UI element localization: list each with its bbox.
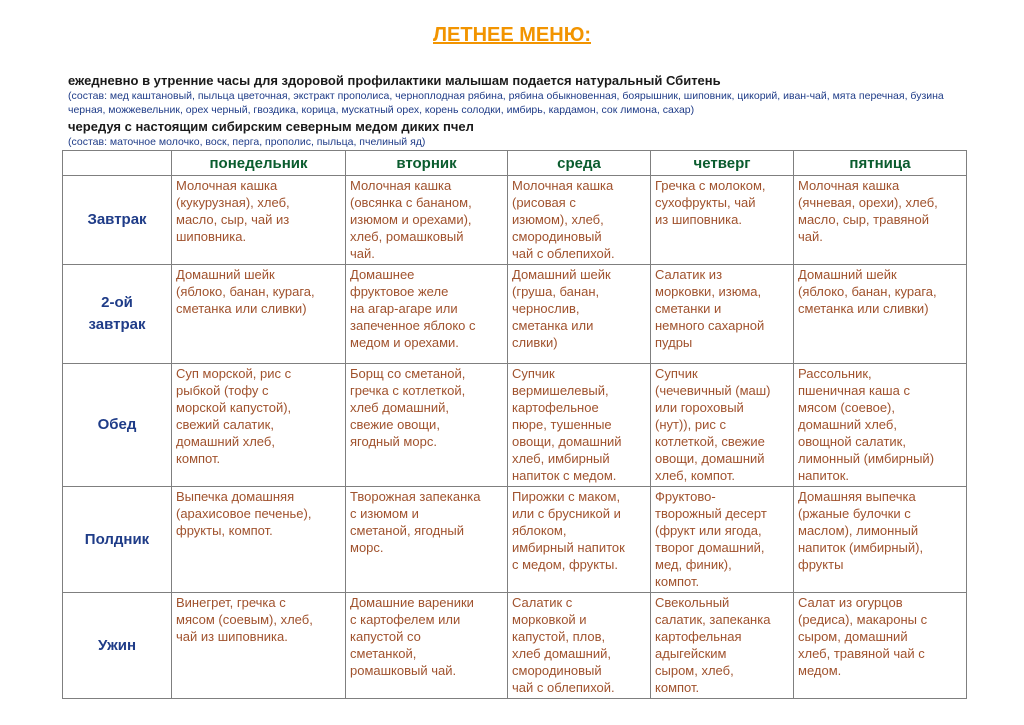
table-row (63, 176, 967, 265)
menu-cell: Молочная кашка (кукурузная), хлеб, масло, сыр, чай из шиповника. (172, 176, 346, 265)
meal-label-dinner: Ужин (63, 593, 172, 699)
header-row (63, 151, 967, 176)
menu-cell: Домашнее фруктовое желе на агар-агаре или запеченное яблоко с медом и орехами. (346, 265, 508, 364)
day-header-friday: пятница (794, 151, 967, 176)
menu-cell: Пирожки с маком, или с брусникой и яблоком, имбирный напиток с медом, фрукты. (508, 487, 651, 593)
menu-cell: Салат из огурцов (редиса), макароны с сыром, домашний хлеб, травяной чай с медом. (794, 593, 967, 699)
sbiten-composition: (состав: мед каштановый, пыльца цветочная, экстракт прополиса, черноплодная рябина, рябина обыкновенная, боярышник, шиповник, цикорий, иван-чай, мята перечная, бузина черная, можжевельник, орех черный, гвоздика, корица, мускатный орех, корень солодки, имбирь, кардамон, сок лимона, сахар) (68, 90, 944, 116)
corner-cell (63, 151, 172, 176)
menu-cell: Творожная запеканка с изюмом и сметаной, ягодный морс. (346, 487, 508, 593)
meal-label-breakfast: Завтрак (63, 176, 172, 265)
meal-label-lunch: Обед (63, 364, 172, 487)
day-header-wednesday: среда (508, 151, 651, 176)
menu-cell: Салатик из морковки, изюма, сметанки и немного сахарной пудры (651, 265, 794, 364)
menu-cell: Свекольный салатик, запеканка картофельная адыгейским сыром, хлеб, компот. (651, 593, 794, 699)
menu-cell: Салатик с морковкой и капустой, плов, хлеб домашний, смородиновый чай с облепихой. (508, 593, 651, 699)
menu-cell: Рассольник, пшеничная каша с мясом (соевое), домашний хлеб, овощной салатик, лимонный (имбирный) напиток. (794, 364, 967, 487)
page-title: ЛЕТНЕЕ МЕНЮ: (433, 24, 591, 46)
menu-cell: Борщ со сметаной, гречка с котлеткой, хлеб домашний, свежие овощи, ягодный морс. (346, 364, 508, 487)
menu-cell: Молочная кашка (овсянка с бананом, изюмом и орехами), хлеб, ромашковый чай. (346, 176, 508, 265)
honey-composition: (состав: маточное молочко, воск, перга, прополис, пыльца, пчелиный яд) (68, 136, 426, 148)
sbiten-note: ежедневно в утренние часы для здоровой профилактики малышам подается натуральный Сбитень (68, 73, 721, 88)
menu-cell: Супчик (чечевичный (маш) или гороховый (нут)), рис с котлеткой, свежие овощи, домашний хлеб, компот. (651, 364, 794, 487)
menu-cell: Домашний шейк (яблоко, банан, курага, сметанка или сливки) (172, 265, 346, 364)
meal-label-second-breakfast: 2-ой завтрак (63, 265, 172, 364)
menu-cell: Супчик вермишелевый, картофельное пюре, тушенные овощи, домашний хлеб, имбирный напиток с медом. (508, 364, 651, 487)
meal-label-snack: Полдник (63, 487, 172, 593)
menu-cell: Молочная кашка (рисовая с изюмом), хлеб, смородиновый чай с облепихой. (508, 176, 651, 265)
menu-cell: Домашняя выпечка (ржаные булочки с маслом), лимонный напиток (имбирный), фрукты (794, 487, 967, 593)
menu-cell: Домашний шейк (груша, банан, чернослив, сметанка или сливки) (508, 265, 651, 364)
table-row (63, 487, 967, 593)
table-row (63, 265, 967, 364)
menu-table (62, 150, 967, 699)
menu-cell: Фруктово- творожный десерт (фрукт или ягода, творог домашний, мед, финик), компот. (651, 487, 794, 593)
menu-cell: Суп морской, рис с рыбкой (тофу с морской капустой), свежий салатик, домашний хлеб, компот. (172, 364, 346, 487)
table-row (63, 364, 967, 487)
table-row (63, 593, 967, 699)
day-header-monday: понедельник (172, 151, 346, 176)
honey-note: чередуя с настоящим сибирским северным медом диких пчел (68, 119, 474, 134)
menu-cell: Гречка с молоком, сухофрукты, чай из шиповника. (651, 176, 794, 265)
day-header-tuesday: вторник (346, 151, 508, 176)
menu-cell: Молочная кашка (ячневая, орехи), хлеб, масло, сыр, травяной чай. (794, 176, 967, 265)
menu-cell: Домашний шейк (яблоко, банан, курага, сметанка или сливки) (794, 265, 967, 364)
day-header-thursday: четверг (651, 151, 794, 176)
menu-cell: Выпечка домашняя (арахисовое печенье), фрукты, компот. (172, 487, 346, 593)
menu-cell: Домашние вареники с картофелем или капустой со сметанкой, ромашковый чай. (346, 593, 508, 699)
menu-cell: Винегрет, гречка с мясом (соевым), хлеб, чай из шиповника. (172, 593, 346, 699)
intro-block (68, 73, 968, 149)
